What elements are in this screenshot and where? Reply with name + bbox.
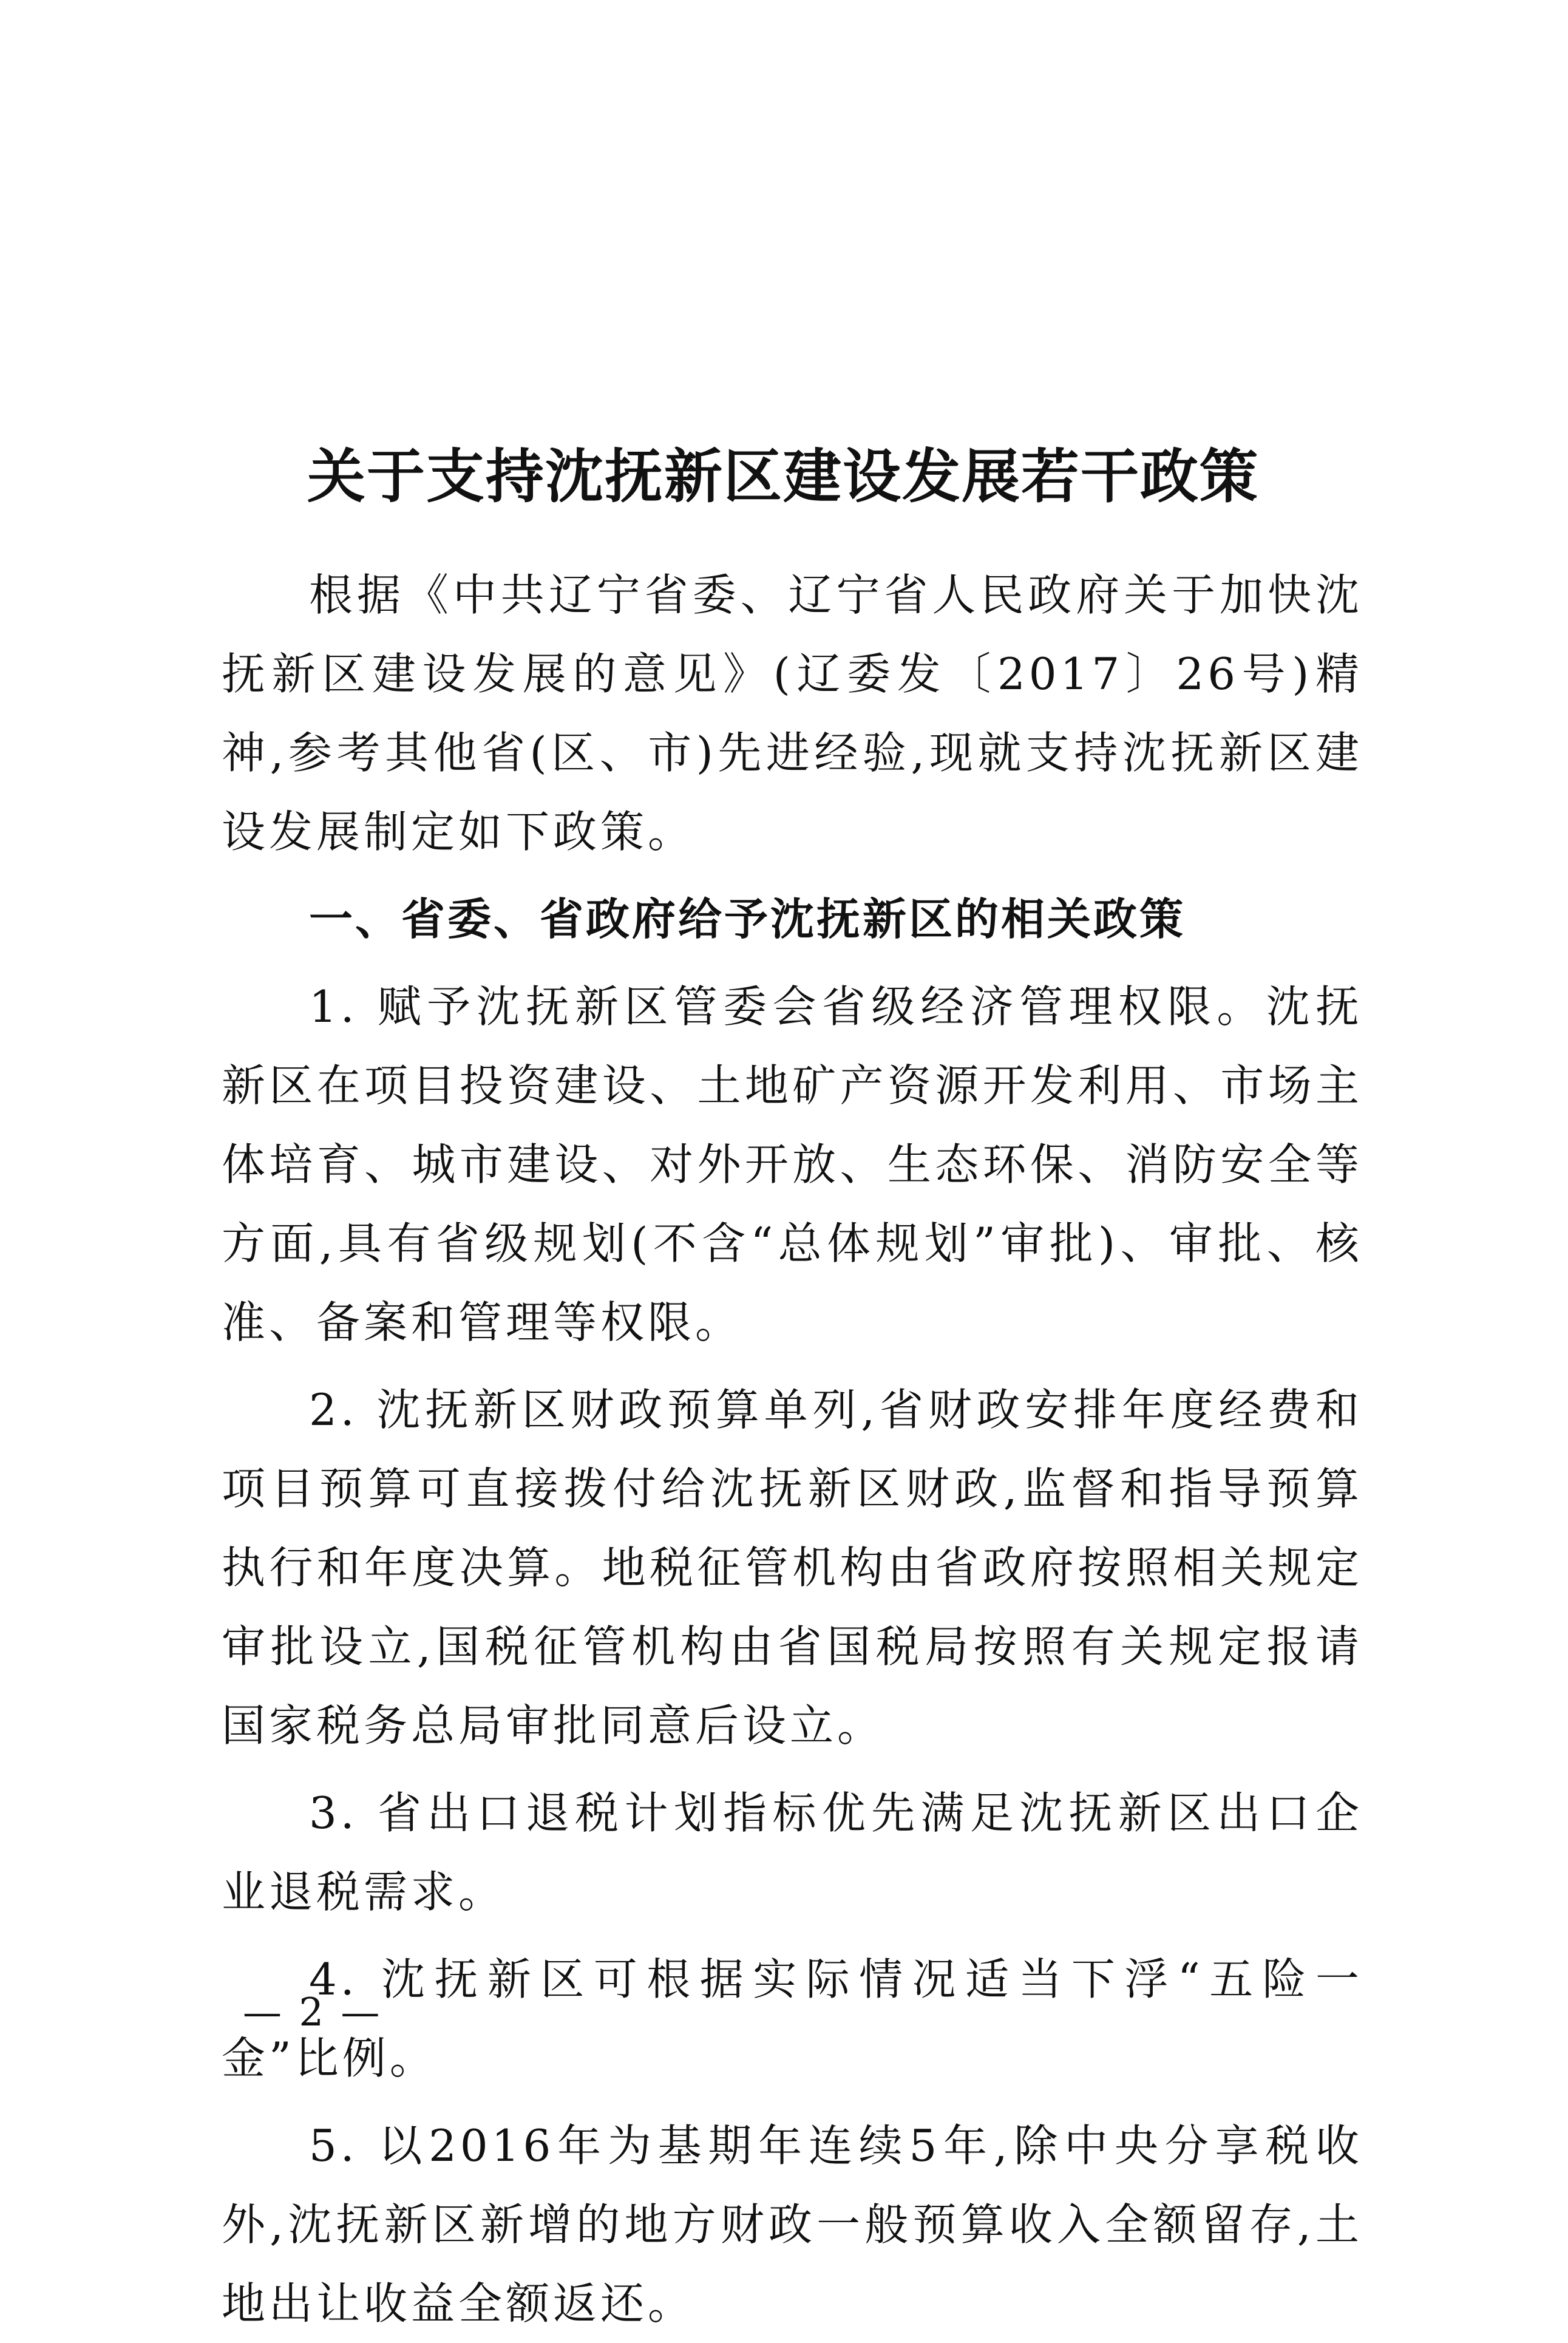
policy-item-1: 1. 赋予沈抚新区管委会省级经济管理权限。沈抚新区在项目投资建设、土地矿产资源开发利用、市场主体培育、城市建设、对外开放、生态环保、消防安全等方面,具有省级规划(不含“总体规划”审批)、审批、核准、备案和管理等权限。 — [222, 981, 1363, 1348]
intro-paragraph: 根据《中共辽宁省委、辽宁省人民政府关于加快沈抚新区建设发展的意见》(辽委发〔2017〕26号)精神,参考其他省(区、市)先进经验,现就支持沈抚新区建设发展制定如下政策。 — [222, 570, 1363, 857]
policy-item-2: 2. 沈抚新区财政预算单列,省财政安排年度经费和项目预算可直接拨付给沈抚新区财政,监督和指导预算执行和年度决算。地税征管机构由省政府按照相关规定审批设立,国税征管机构由省国税局按照有关规定报请国家税务总局审批同意后设立。 — [222, 1384, 1363, 1751]
section-heading: 一、省委、省政府给予沈抚新区的相关政策 — [309, 894, 1186, 945]
document-title: 关于支持沈抚新区建设发展若干政策 — [307, 443, 1259, 511]
policy-item-5: 5. 以2016年为基期年连续5年,除中央分享税收外,沈抚新区新增的地方财政一般预算收入全额留存,土地出让收益全额返还。 — [222, 2120, 1363, 2329]
document-body — [222, 556, 1363, 2343]
policy-item-3: 3. 省出口退税计划指标优先满足沈抚新区出口企业退税需求。 — [222, 1787, 1363, 1917]
policy-item-4: 4. 沈抚新区可根据实际情况适当下浮“五险一金”比例。 — [222, 1954, 1363, 2084]
page-number: — 2 — — [243, 1990, 382, 2035]
